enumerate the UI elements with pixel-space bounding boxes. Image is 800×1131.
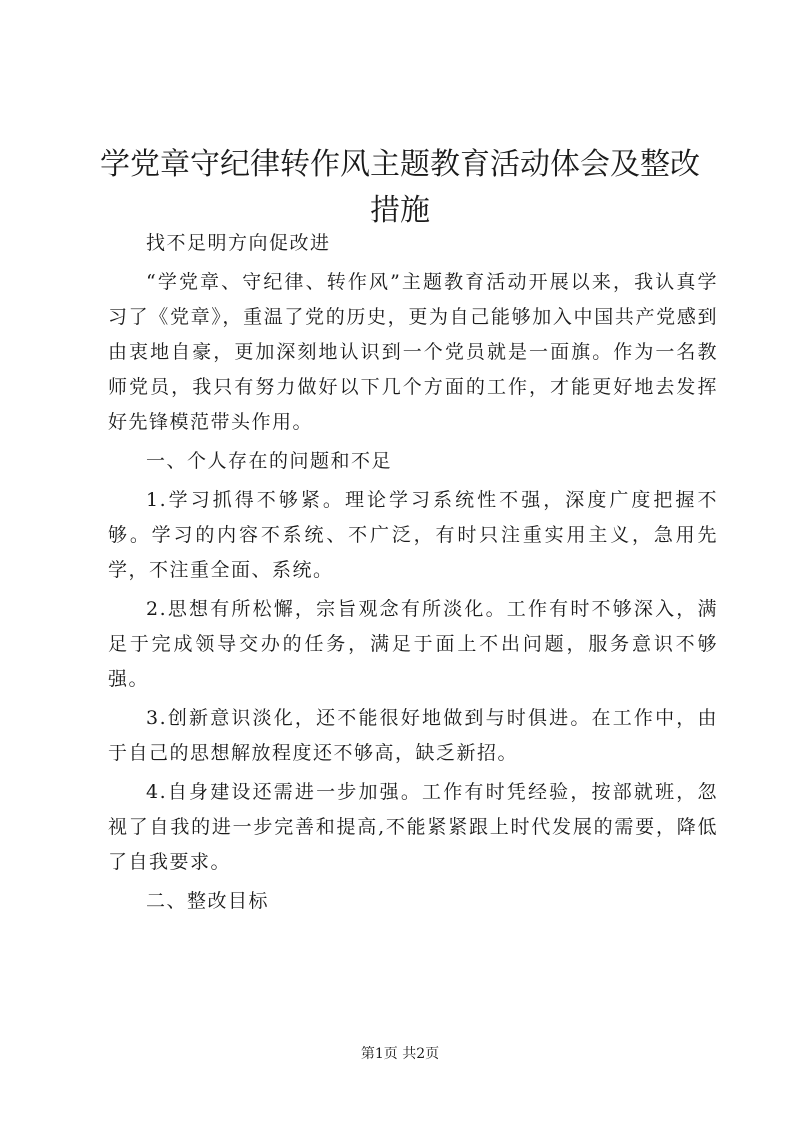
title-line-2: 措施: [370, 193, 430, 228]
paragraph-subtitle: 找不足明方向促改进: [146, 232, 331, 254]
section-heading-problems: 一、个人存在的问题和不足: [146, 450, 393, 472]
document-title: [100, 142, 700, 234]
paragraph-item-2: 2.思想有所松懈，宗旨观念有所淡化。工作有时不够深入，满足于完成领导交办的任务，满足于面上不出问题，服务意识不够强。: [108, 598, 718, 690]
paragraph-item-1: 1.学习抓得不够紧。理论学习系统性不强，深度广度把握不够。学习的内容不系统、不广泛，有时只注重实用主义，急用先学，不注重全面、系统。: [108, 489, 718, 581]
paragraph-item-4: 4.自身建设还需进一步加强。工作有时凭经验，按部就班，忽视了自我的进一步完善和提高,不能紧紧跟上时代发展的需要，降低了自我要求。: [108, 781, 718, 873]
paragraph-item-3: 3.创新意识淡化，还不能很好地做到与时俱进。在工作中，由于自己的思想解放程度还不够高，缺乏新招。: [108, 707, 718, 764]
section-heading-goals: 二、整改目标: [146, 890, 270, 912]
title-line-1: 学党章守纪律转作风主题教育活动体会及整改: [100, 147, 700, 182]
page-footer: 第1页 共2页: [360, 1046, 440, 1062]
document-body: [108, 226, 718, 923]
paragraph-intro: “学党章、守纪律、转作风”主题教育活动开展以来，我认真学习了《党章》，重温了党的历史，更为自己能够加入中国共产党感到由衷地自豪，更加深刻地认识到一个党员就是一面旗。作为一名教师党员，我只有努力做好以下几个方面的工作，才能更好地去发挥好先锋模范带头作用。: [108, 271, 718, 433]
